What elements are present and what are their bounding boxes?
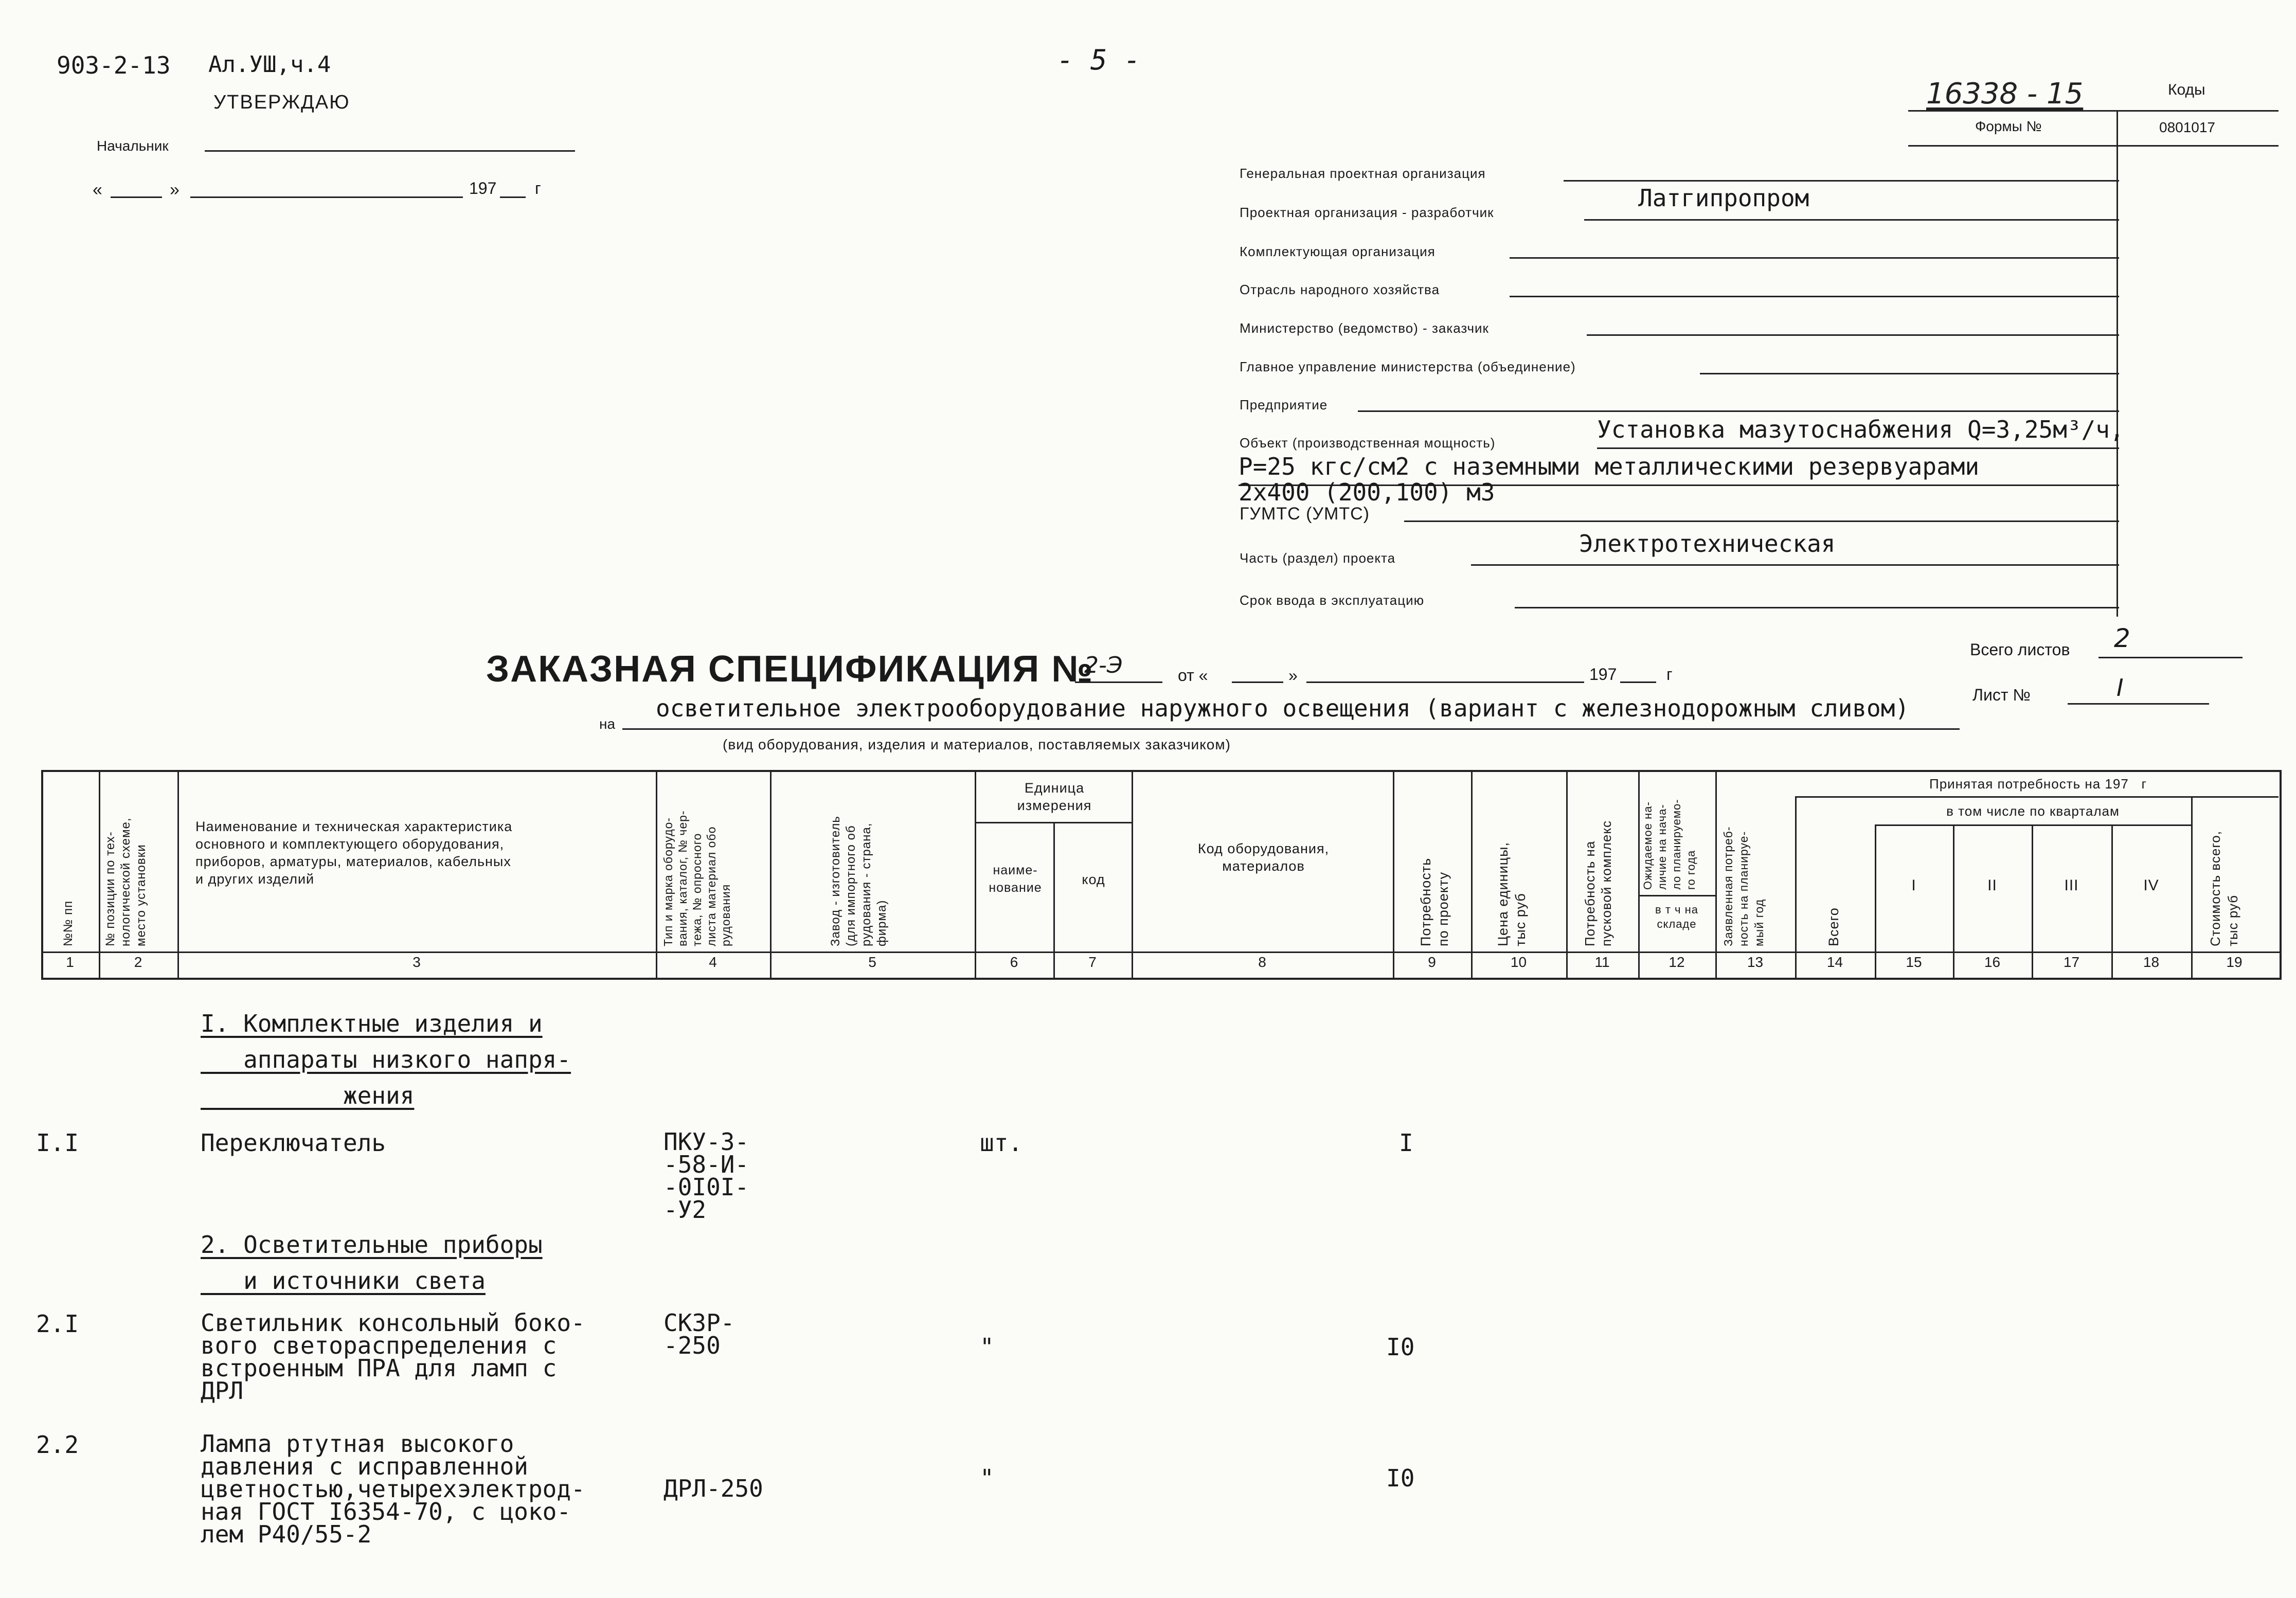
- org-ministry-label: Министерство (ведомство) - заказчик: [1240, 320, 1489, 336]
- album-label: Ал.УШ,ч.4: [208, 51, 331, 78]
- org-designer-value: Латгипропром: [1638, 184, 1809, 212]
- col-number-7: 7: [1088, 954, 1097, 970]
- col-sep: [1566, 770, 1568, 978]
- date-close-quote: »: [170, 180, 180, 200]
- total-sheets-label: Всего листов: [1970, 640, 2070, 659]
- col-number-13: 13: [1747, 954, 1764, 970]
- header-c11: Потребность на пусковой комплекс: [1582, 820, 1614, 946]
- org-part-label: Часть (раздел) проекта: [1240, 550, 1396, 566]
- total-sheets-line: [2098, 657, 2243, 658]
- row-2-number: 2.I: [36, 1310, 79, 1338]
- col-sep: [2191, 797, 2193, 978]
- row-1-name: Переключатель: [201, 1129, 386, 1157]
- col-number-11: 11: [1594, 954, 1610, 970]
- col-number-4: 4: [709, 954, 717, 970]
- spec-title: ЗАКАЗНАЯ СПЕЦИФИКАЦИЯ №: [486, 649, 1094, 690]
- col-sep: [656, 770, 657, 978]
- spec-year-line: [1620, 681, 1656, 683]
- org-object-line: [1597, 447, 2119, 449]
- header-units: Единица измерения: [1017, 780, 1092, 813]
- form-number-handwritten: 16338 - 15: [1926, 77, 2084, 111]
- stock-sub-line: [1638, 895, 1715, 896]
- section-heading-2: 2. Осветительные приборы и источники света: [201, 1231, 543, 1295]
- header-c7: код: [1082, 872, 1105, 887]
- org-general-line: [1564, 180, 2119, 182]
- org-part-line: [1471, 564, 2119, 566]
- spec-year: 197: [1589, 665, 1617, 684]
- col-sep: [1638, 770, 1640, 978]
- col-sep: [1715, 770, 1717, 978]
- col-sep: [99, 770, 100, 978]
- chief-label: Начальник: [97, 138, 169, 154]
- col-number-1: 1: [66, 954, 74, 970]
- col-number-3: 3: [412, 954, 421, 970]
- org-complete-label: Комплектующая организация: [1240, 244, 1436, 259]
- row-1-type: ПКУ-3- -58-И- -0I0I- -У2: [663, 1128, 749, 1224]
- col-number-15: 15: [1906, 954, 1922, 970]
- accepted-sub-line: [1795, 796, 2279, 798]
- header-c8: Код оборудования, материалов: [1197, 841, 1330, 874]
- header-c2: № позиции по тех- нологической схеме, место установки: [103, 817, 148, 946]
- col-sep: [975, 770, 976, 978]
- org-object-value-3: 2х400 (200,100) м3: [1239, 478, 1495, 506]
- org-directorate-label: Главное управление министерства (объединение): [1240, 359, 1576, 374]
- header-c12b: в т ч на складе: [1655, 903, 1698, 930]
- codes-mid-line: [1908, 145, 2279, 147]
- org-object-label: Объект (производственная мощность): [1240, 435, 1496, 451]
- total-sheets-value: 2: [2114, 623, 2130, 653]
- codes-top-line: [1908, 110, 2279, 112]
- row-3-unit: ": [980, 1464, 994, 1492]
- header-c14: Всего: [1826, 907, 1841, 946]
- spec-for-label: на: [599, 716, 616, 732]
- spec-from-close: »: [1288, 666, 1298, 685]
- row-1-qty: I: [1399, 1129, 1413, 1157]
- row-2-qty: I0: [1386, 1333, 1415, 1361]
- row-1-unit: шт.: [980, 1129, 1023, 1157]
- page-number: - 5 -: [1057, 44, 1141, 76]
- col-number-10: 10: [1510, 954, 1527, 970]
- col-number-2: 2: [134, 954, 142, 970]
- org-object-value-2: Р=25 кгс/см2 с наземными металлическими резервуарами: [1239, 453, 1980, 480]
- codes-label: Коды: [2168, 81, 2205, 98]
- header-q4: IV: [2143, 877, 2159, 894]
- date-day-line: [111, 196, 162, 198]
- row-2-name: Светильник консольный боко- вого светораспределения с встроенным ПРА для ламп с ДРЛ: [201, 1309, 585, 1405]
- date-month-line: [190, 196, 463, 198]
- col-sep: [1471, 770, 1473, 978]
- col-number-5: 5: [868, 954, 876, 970]
- section-heading-1: I. Комплектные изделия и аппараты низкого напря- жения: [201, 1010, 571, 1109]
- date-open-quote: «: [93, 180, 102, 200]
- col-number-9: 9: [1428, 954, 1436, 970]
- header-quarters: в том числе по кварталам: [1946, 803, 2120, 819]
- row-3-qty: I0: [1386, 1464, 1415, 1492]
- spec-from-day-line: [1232, 681, 1283, 683]
- sheet-no-line: [2068, 703, 2209, 705]
- col-number-8: 8: [1258, 954, 1266, 970]
- date-year-suffix: г: [535, 179, 541, 197]
- chief-line: [205, 150, 575, 152]
- header-c4: Тип и марка оборудо- вания, каталог, № чер- тежа, № опросного листа материал обо рудования: [661, 810, 732, 946]
- units-sub-line: [975, 822, 1132, 823]
- col-sep: [1393, 770, 1394, 978]
- org-enterprise-line: [1358, 410, 2119, 412]
- sheet-no-label: Лист №: [1972, 686, 2031, 704]
- org-designer-label: Проектная организация - разработчик: [1240, 205, 1494, 220]
- row-3-type: ДРЛ-250: [663, 1475, 763, 1502]
- org-object-value: Установка мазутоснабжения Q=3,25м³/ч,: [1597, 416, 2124, 443]
- org-enterprise-label: Предприятие: [1240, 397, 1328, 412]
- date-year: 197: [469, 179, 497, 197]
- col-number-16: 16: [1984, 954, 2001, 970]
- header-c10: Цена единицы, тыс руб: [1495, 841, 1528, 946]
- org-branch-line: [1510, 296, 2119, 297]
- org-directorate-line: [1700, 373, 2119, 374]
- spec-subject-note: (вид оборудования, изделия и материалов, поставляемых заказчиком): [723, 737, 1231, 752]
- col-sep: [1795, 797, 1797, 978]
- col-number-14: 14: [1826, 954, 1843, 970]
- spec-from-month-line: [1306, 681, 1584, 683]
- col-number-19: 19: [2226, 954, 2243, 970]
- header-c19: Стоимость всего, тыс руб: [2208, 831, 2240, 946]
- org-part-value: Электротехническая: [1579, 530, 1836, 558]
- header-c3: Наименование и техническая характеристика основного и комплектующего оборудования, приборов, арматуры, материалов, кабельных и других изделий: [195, 819, 513, 887]
- spec-from-label: от «: [1178, 666, 1208, 685]
- org-complete-line: [1510, 257, 2119, 259]
- spec-number-line: [1075, 681, 1162, 683]
- header-c1: №№ пп: [61, 900, 75, 946]
- row-1-number: I.I: [36, 1129, 79, 1157]
- row-2-unit: ": [980, 1333, 994, 1361]
- spec-subject-line: [622, 728, 1960, 730]
- col-number-17: 17: [2063, 954, 2080, 970]
- org-term-line: [1515, 607, 2119, 608]
- org-designer-line: [1584, 219, 2119, 221]
- col-sep: [1132, 770, 1133, 978]
- spec-number: 2-Э: [1084, 652, 1123, 678]
- header-q1: I: [1911, 877, 1916, 894]
- header-c13: Заявленная потреб- ность на планируе- мый год: [1721, 826, 1766, 946]
- org-ministry-line: [1587, 334, 2119, 336]
- row-3-number: 2.2: [36, 1431, 79, 1459]
- header-accepted: Принятая потребность на 197 г: [1929, 776, 2147, 792]
- header-c9: Потребность по проекту: [1418, 857, 1451, 946]
- col-sep: [177, 770, 179, 978]
- quarters-sub-line: [1875, 824, 2191, 826]
- header-c6: наиме- нование: [989, 863, 1042, 895]
- col-number-12: 12: [1669, 954, 1685, 970]
- org-term-label: Срок ввода в эксплуатацию: [1240, 592, 1425, 608]
- approve-label: УТВЕРЖДАЮ: [213, 92, 350, 113]
- spec-subject: осветительное электрооборудование наружного освещения (вариант с железнодорожным сливом): [656, 694, 1910, 722]
- form-no-label: Формы №: [1975, 118, 2042, 134]
- header-q2: II: [1987, 877, 1997, 894]
- codes-divider: [2116, 110, 2118, 617]
- spec-year-suffix: г: [1666, 665, 1673, 684]
- org-gumts-label: ГУМТС (УМТС): [1240, 504, 1370, 524]
- col-sep: [770, 770, 772, 978]
- row-3-name: Лампа ртутная высокого давления с исправленной цветностью,четырехэлектрод- ная ГОСТ I6354-70, с цоко- лем Р40/55-2: [201, 1430, 585, 1548]
- date-year-line: [500, 196, 526, 198]
- doc-code: 903-2-13: [57, 51, 171, 79]
- org-gumts-line: [1404, 520, 2119, 522]
- table-number-row-line: [41, 951, 2280, 953]
- sheet-no-value: I: [2116, 674, 2124, 702]
- org-branch-label: Отрасль народного хозяйства: [1240, 282, 1440, 297]
- row-2-type: СКЗР- -250: [663, 1309, 735, 1359]
- header-c12a: Ожидаемое на- личие на нача- ло планируемо- го года: [1641, 799, 1697, 890]
- header-q3: III: [2064, 877, 2079, 894]
- header-c5: Завод - изготовитель (для импортного об рудования - страна, фирма): [829, 816, 889, 946]
- code-value: 0801017: [2159, 119, 2216, 135]
- col-number-18: 18: [2143, 954, 2160, 970]
- org-general-label: Генеральная проектная организация: [1240, 166, 1486, 181]
- col-number-6: 6: [1010, 954, 1018, 970]
